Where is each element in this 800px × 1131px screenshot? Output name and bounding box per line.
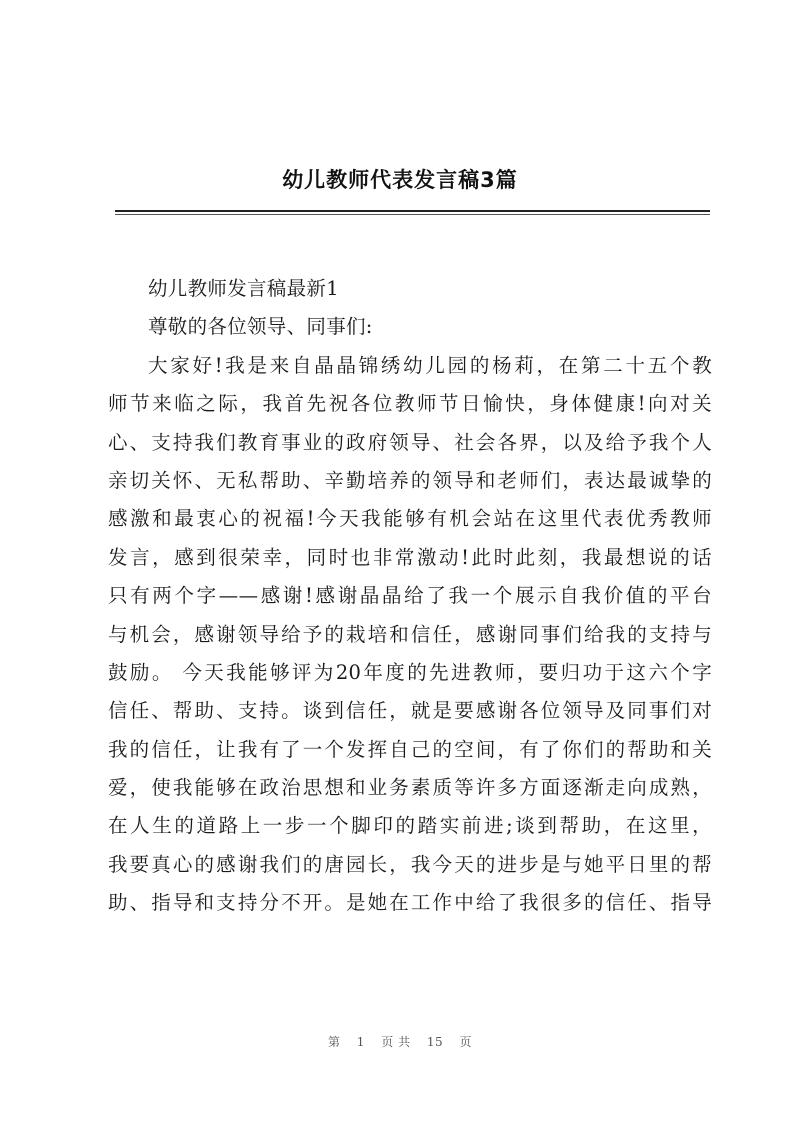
title-rule-thin bbox=[115, 214, 710, 215]
paragraph-line: 鼓励。 今天我能够评为20年度的先进教师，要归功于这六个字 bbox=[108, 660, 712, 684]
paragraph-line: 信任、帮助、支持。谈到信任，就是要感谢各位领导及同事们对 bbox=[108, 699, 712, 723]
footer-page-number: 1 bbox=[356, 1035, 365, 1049]
paragraph-line: 只有两个字——感谢!感谢晶晶给了我一个展示自我价值的平台 bbox=[108, 584, 712, 608]
title-rule-thick bbox=[115, 210, 710, 212]
paragraph-line: 大家好!我是来自晶晶锦绣幼儿园的杨莉，在第二十五个教 bbox=[148, 353, 712, 377]
paragraph-line: 在人生的道路上一步一个脚印的踏实前进;谈到帮助，在这里， bbox=[108, 814, 712, 838]
paragraph-line: 与机会，感谢领导给予的栽培和信任，感谢同事们给我的支持与 bbox=[108, 622, 712, 646]
salutation: 尊敬的各位领导、同事们: bbox=[148, 315, 373, 339]
paragraph-line: 发言，感到很荣幸，同时也非常激动!此时此刻，我最想说的话 bbox=[108, 545, 712, 569]
document-title: 幼儿教师代表发言稿3篇 bbox=[282, 168, 518, 192]
paragraph-line: 心、支持我们教育事业的政府领导、社会各界，以及给予我个人 bbox=[108, 430, 712, 454]
footer-prefix: 第 bbox=[327, 1035, 341, 1049]
page-footer bbox=[0, 1033, 800, 1050]
section-heading: 幼儿教师发言稿最新1 bbox=[148, 277, 339, 300]
paragraph-line: 我要真心的感谢我们的唐园长，我今天的进步是与她平日里的帮 bbox=[108, 852, 712, 876]
footer-total-pages: 15 bbox=[426, 1035, 444, 1049]
footer-suffix: 页 bbox=[459, 1035, 473, 1049]
paragraph-line: 助、指导和支持分不开。是她在工作中给了我很多的信任、指导 bbox=[108, 891, 712, 915]
paragraph-line: 师节来临之际，我首先祝各位教师节日愉快，身体健康!向对关 bbox=[108, 392, 712, 416]
paragraph-line: 亲切关怀、无私帮助、辛勤培养的领导和老师们，表达最诚挚的 bbox=[108, 468, 712, 492]
paragraph-line: 爱，使我能够在政治思想和业务素质等许多方面逐渐走向成熟， bbox=[108, 776, 712, 800]
paragraph-line: 我的信任，让我有了一个发挥自己的空间，有了你们的帮助和关 bbox=[108, 737, 712, 761]
footer-middle: 页 共 bbox=[381, 1035, 411, 1049]
paragraph-line: 感激和最衷心的祝福!今天我能够有机会站在这里代表优秀教师 bbox=[108, 507, 712, 531]
document-body bbox=[108, 270, 712, 923]
